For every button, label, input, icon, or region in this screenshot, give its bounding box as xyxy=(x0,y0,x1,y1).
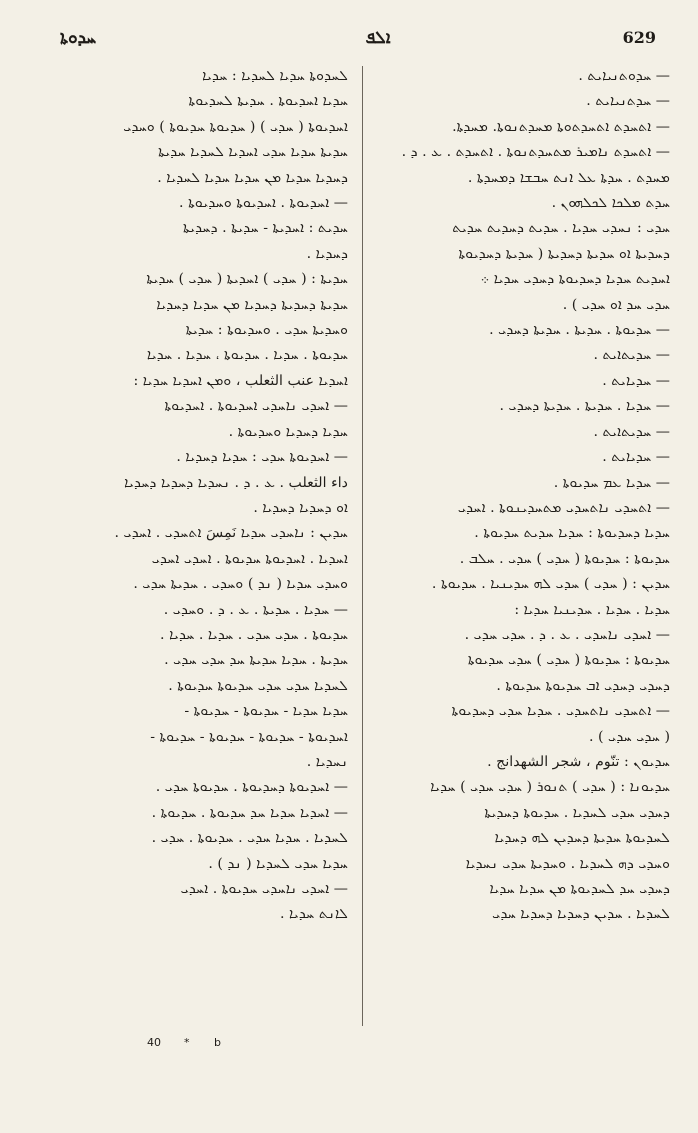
text-line: ܚܕܝܬܐ ܚܕܝܐ ܚܕܝ ܐܚܕܝܐ ܠܚܕܝܐ ܚܕܝܬܐ xyxy=(158,144,348,161)
text-line: ܚܕܬ ܡܠܟܐ ܠܟܠܗܘܢ . xyxy=(551,195,670,212)
text-line: — ܚܕܘܬܢܝܐܝܬ . xyxy=(578,68,670,84)
text-line: ܚܕܝܐ . ܚܕܝܐ . ܚܕܝܢܝܐ ܚܕܝܐ : xyxy=(514,601,670,618)
text-line: — ܐܬܚܕܝ ܢܐܬܚܕܝ . ܚܕܝܐ ܚܕܝ ܕܚܕܝܘܬܐ xyxy=(451,703,670,720)
text-line: ܘܚܕܝ ܚܕܝܐ ( ܢܕ ) ܘܚܕܝ . ܚܕܝܬܐ ܚܕܝ . xyxy=(133,576,348,593)
column-divider xyxy=(362,66,363,1026)
text-line: ܐܚܕܝܬ ܚܕܝܐ ܕܚܕܝܘܬܐ ܕܚܕܝ ܚܕܝܐ ܀ xyxy=(480,271,670,288)
left-column xyxy=(48,64,348,928)
text-line: — ܚܕܝܐ . ܚܕܝܬܐ . ܥ . ܕ . ܘܚܕܝ . xyxy=(163,601,348,618)
right-column xyxy=(378,64,670,928)
page-footer xyxy=(0,1036,698,1056)
text-line: ܚܕܝܬ : ܐܚܕܝܬܐ - ܚܕܝܬܐ . ܕܚܕܝܬܐ xyxy=(183,220,348,237)
text-line: ܕܚܕܝ ܚܕܝ ܠܚܕܝܐ . ܚܕܝܘܬܐ ܕܚܕܝܬܐ xyxy=(484,804,670,821)
text-line: ܡܚܕܬ . ܚܕܬܐ ܥܠ ܐܢܬ ܚܒܫܐ ܕܡܚܕܬܐ . xyxy=(467,169,670,186)
page-number: 629 xyxy=(622,28,656,47)
sheet-number: 40 xyxy=(147,1036,161,1049)
text-line: ܕܚܕܝ ܕܚܕܝ ܐܒ ܚܕܝܘܬܐ ܚܕܝܘܬܐ . xyxy=(496,677,670,694)
text-line: ܚܕܝܢ : ܢܐܚܕܝ ܚܕܝܐ نَمِسَ ܐܬܚܕܝ . ܐܚܕܝ . xyxy=(114,525,348,542)
text-line: ܠܚܕܝܐ ܚܕܝ ܚܕܝ ܚܕܝܘܬܐ ܚܕܝܘܬܐ . xyxy=(168,677,348,694)
text-line: ܚܕܝܘܢܐ : ( ܚܕܝ ) ܬܢܘܪ ( ܚܕܝ ܚܕܝ ) ܚܕܝܐ xyxy=(430,779,670,796)
text-line: ܚܕܝܘܬܐ : ܚܕܝܘܬܐ ( ܚܕܝ ) ܚܕܝ . ܚܠܒ . xyxy=(459,550,670,567)
text-line: ܠܚܕܝܘܬܐ ܚܕܝܬܐ ܕܚܕܝܢ ܠܗ ܕܚܕܝܐ xyxy=(494,830,670,847)
text-line: ܐܘ ܕܚܕܝܐ ܕܚܕܝܐ . xyxy=(253,499,348,516)
text-line: — ܐܚܕܝܘܬܐ ܚܕܝ : ܚܕܝܐ ܕܚܕܝܐ . xyxy=(176,449,348,466)
text-line: ܚܕܝ ܚܕ ܐܘ ܚܕܝ ) . xyxy=(562,296,670,313)
text-line: — ܚܕܝܐ ܥܡ ܚܕܝܘܬܐ . xyxy=(553,474,670,491)
text-line: — ܚܕܬܢܝܐܝܬ . xyxy=(586,93,670,110)
text-line: ܘܚܕܝܬܐ ܚܕܝ . ܘܚܕܝܘܬܐ : ܚܕܝܬܐ xyxy=(185,322,348,339)
text-line: ܐܚܕܝܘܬܐ - ܚܕܝܘܬܐ - ܚܕܝܘܬܐ - ܚܕܝܘܬܐ - xyxy=(150,728,348,745)
text-line: ܕܚܕܝܬܐ ܐܘ ܚܕܝܬܐ ܕܚܕܝܬܐ ( ܚܕܝܬܐ ܕܚܕܝܘܬܐ xyxy=(458,245,670,262)
text-line: ܚܕܝܐ ܕܚܕܝܘܬܐ : ܚܕܝܐ ܚܕܝܬ ܚܕܝܘܬܐ . xyxy=(474,525,670,542)
text-line: ܐܚܕܝܐ عنب الثعلب ، ܘܡܢ ܐܚܕܝܐ ܚܕܝܐ : xyxy=(133,372,348,389)
text-line: — ܐܚܕܝ ܢܐܚܕܝ ܚܕܝܘܬܐ . ܐܚܕܝ xyxy=(180,881,348,897)
text-line: — ܐܚܕܝܘܬܐ ܕܚܕܝܘܬܐ . ܚܕܝܘܬܐ ܚܕܝ . xyxy=(155,779,348,796)
text-line: ( ܚܕܝ ܚܕܝ ) . xyxy=(588,728,670,745)
text-line: — ܚܕܝܐܝܬ . xyxy=(602,372,670,389)
text-line: ܕܚܕܝܐ . xyxy=(306,245,348,262)
text-line: — ܐܚܕܝ ܢܐܚܕܝ ܐܚܕܝܘܬܐ . ܐܚܕܝܘܬܐ xyxy=(164,398,348,415)
text-line: ܚܕܝܘܬܐ : ܚܕܝܘܬܐ ( ܚܕܝ ) ܚܕܝ ܚܕܝܘܬܐ xyxy=(467,652,670,669)
text-line: ܚܕܝܐ ܚܕܝܐ - ܚܕܝܘܬܐ - ܚܕܝܘܬܐ - xyxy=(184,703,348,720)
text-line: ܠܚܕܝܐ . ܚܕܝܢ ܕܚܕܝܐ ܕܚܕܝܐ ܚܕܝ xyxy=(492,906,670,923)
text-line: — ܐܚܕܝ ܢܐܚܕܝ . ܥ . ܕ . ܚܕܝ ܚܕܝ . xyxy=(464,626,670,643)
signature-star: * xyxy=(184,1036,190,1049)
text-line: — ܚܕܝܘܬܐ . ܚܕܝܬܐ . ܚܕܝܬܐ ܕܚܕܝ . xyxy=(489,322,670,339)
text-line: ܐܚܕܝܐ . ܐܚܕܝܘܬܐ ܚܕܝܘܬܐ . ܐܚܕܝ ܐܚܕܝ xyxy=(151,550,348,567)
text-line: — ܚܕܝܐܝܬ . xyxy=(602,449,670,466)
text-line: ܚܕܝ : ܢܚܕܝ ܚܕܝܐ . ܚܕܝܬ ܕܚܕܝܬ ܚܕܝܬ xyxy=(452,220,670,237)
text-line: — ܐܬܚܕܬ ܢܐܡܝܪ ܡܬܚܕܬܢܘܬܐ . ܐܬܚܕܬ . ܥ . ܕ . xyxy=(401,144,670,161)
text-line: ܘܚܕܝ ܕܗ ܠܚܕܝܐ . ܘܚܕܝܬܐ ܚܕܝ ܢܚܕܝܐ xyxy=(465,855,670,872)
text-line: — ܚܕܝܐ . ܚܕܝܬܐ . ܚܕܝܬܐ ܕܚܕܝ . xyxy=(499,398,670,415)
signature-letter: b xyxy=(214,1036,221,1049)
text-line: ܚܕܝܐ ܐܚܕܝܘܬܐ . ܚܕܝܬܐ ܠܚܕܝܘܬܐ xyxy=(188,93,348,110)
header-guide-word-left: ܚܕܘܬܐ xyxy=(60,28,97,48)
text-line: ܚܕܝܐ ܚܕܝ ܠܚܕܝܐ ( ܢܕ ) . xyxy=(208,855,348,872)
text-line: ܚܕܝܘܢ : تنّوم ، شجر الشهدانج . xyxy=(487,753,670,770)
text-line: ܕܚܕܝܐ ܚܕܝܐ ܡܢ ܚܕܝܐ ܚܕܝܐ ܠܚܕܝܐ . xyxy=(157,169,348,186)
text-line: ܚܕܝܬܐ ܕܚܕܝܬܐ ܕܚܕܝܐ ܡܢ ܚܕܝܐ ܕܚܕܝܐ xyxy=(156,296,348,313)
text-line: ܚܕܝܐ ܕܚܕܝܐ ܘܚܕܝܘܬܐ . xyxy=(228,423,348,440)
text-line: — ܐܬܚܕܬ ܐܬܚܕܬܘܬܐ ܡܚܕܬܢܘܬܐ. ܡܚܕܬܐ. xyxy=(452,118,670,135)
text-line: ܚܕܝܬܐ : ( ܚܕܝ ) ܐܚܕܝܬܐ ( ܚܕܝ ) ܚܕܝܬܐ xyxy=(146,271,348,288)
text-line: ܚܕܝܘܬܐ . ܚܕܝ ܚܕܝ . ܚܕܝܐ . ܚܕܝܐ . xyxy=(160,626,348,643)
text-line: ܚܕܝܢ : ( ܚܕܝ ) ܚܕܝ ܠܗ ܚܕܝܢܝܐ . ܚܕܝܘܬܐ . xyxy=(431,576,670,593)
text-line: — ܐܬܚܕܝ ܢܐܬܚܕܝ ܡܬܚܕܝܢܘܬܐ . ܐܚܕܝ xyxy=(457,499,670,516)
text-line: ܠܚܕܝܐ . ܚܕܝܐ ܚܕܝ . ܚܕܝܘܬܐ . ܚܕܝ . xyxy=(151,830,348,847)
text-line: داء الثعلب . ܥ . ܕ . ܢܚܕܝܐ ܕܚܕܝܐ ܕܚܕܝܐ xyxy=(124,474,348,491)
text-line: — ܚܕܝܬܐܝܬ . xyxy=(593,423,670,440)
text-line: ܚܕܝܬܐ . ܚܕܝܐ ܚܕܝܬܐ ܚܕ ܚܕܝ ܚܕܝ . xyxy=(164,652,348,669)
text-line: ܕܚܕܝ ܚܕ ܠܚܕܝܘܬܐ ܡܢ ܚܕܝܐ ܚܕܝܐ xyxy=(489,881,670,897)
header-section-letters: ܐܠܦ xyxy=(365,28,391,48)
running-header xyxy=(38,26,660,56)
text-line: — ܐܚܕܝܐ ܚܕܝܐ ܚܕ ܚܕܝܘܬܐ . ܚܕܝܘܬܐ . xyxy=(151,804,348,821)
text-line: ܢܚܕܝܐ . xyxy=(306,753,348,770)
text-line: ܐܚܕܝܘܬܐ ( ܚܕܝ ) ( ܚܕܝܘܬܐ ܚܕܝܘܬܐ ) ܘܚܕܝ xyxy=(123,118,348,135)
text-line: ܚܕܝܘܬܐ . ܚܕܝܐ . ܚܕܝܘܬܐ ، ܚܕܝܐ . ܚܕܝܐ xyxy=(146,347,348,364)
text-line: ܠܚܕܘܬܐ ܚܕܝܐ ܠܚܕܝܐ : ܚܕܝܐ xyxy=(202,68,348,84)
text-line: — ܚܕܝܬܐܝܬ . xyxy=(593,347,670,364)
text-line: — ܐܚܕܝܘܬܐ . ܐܚܕܝܘܬܐ ܘܚܕܝܘܬܐ . xyxy=(179,195,348,212)
text-line: ܠܐܢܬ ܚܕܝܐ . xyxy=(279,906,348,923)
